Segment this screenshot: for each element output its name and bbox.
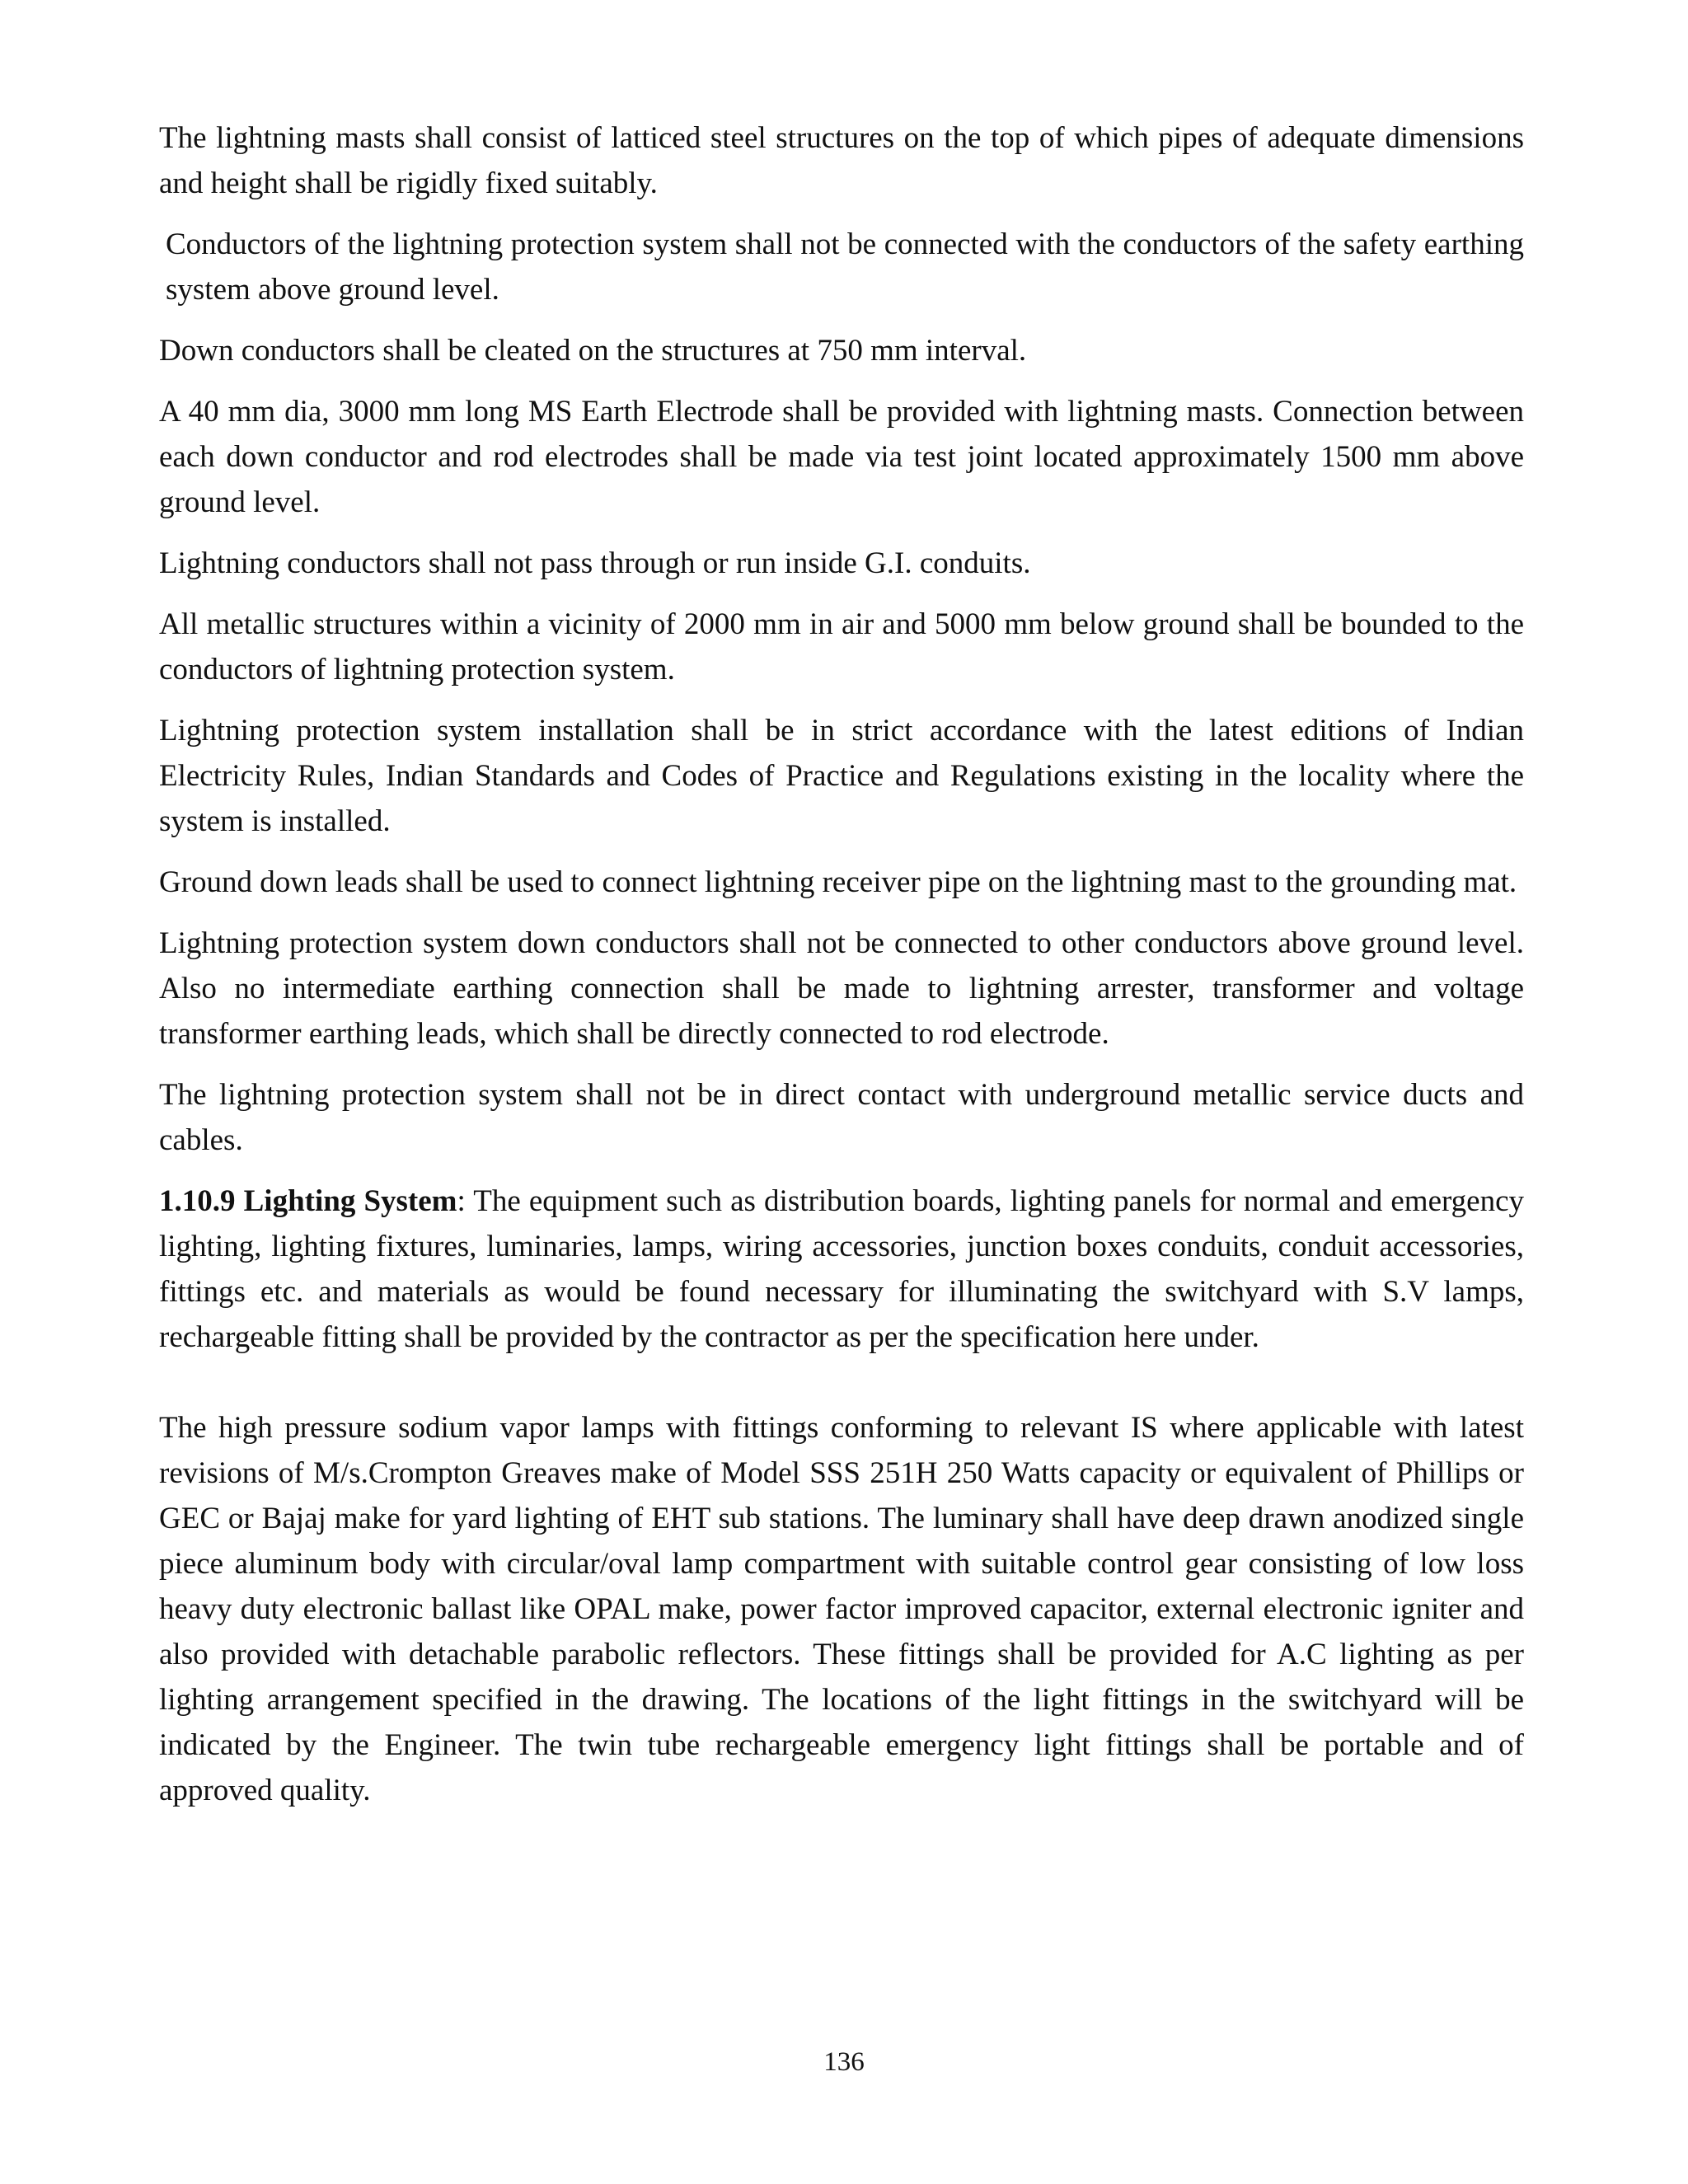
paragraph-conductors-separation: Conductors of the lightning protection system shall not be connected with the conductors of the safety earthing system above ground level.	[166, 227, 1524, 307]
paragraph-down-conductor-connections: Lightning protection system down conductors shall not be connected to other conductors above ground level. Also no intermediate earthing connection shall be made to lightning arrester, transformer and voltage transformer earthing leads, which shall be directly connected to rod electrode.	[159, 926, 1524, 1051]
paragraph-down-conductors-cleated: Down conductors shall be cleated on the structures at 750 mm interval.	[159, 334, 1027, 368]
section-heading-lighting-system: 1.10.9 Lighting System	[159, 1184, 457, 1218]
section-body-lighting-system: The equipment such as distribution boards, lighting panels for normal and emergency lighting, lighting fixtures, luminaries, lamps, wiring accessories, junction boxes conduits, conduit accessories, fittings etc. and materials as would be found necessary for illuminating the switchyard with S.V lamps, rechargeable fitting shall be provided by the contractor as per the specification here under.	[159, 1184, 1525, 1354]
paragraph-no-direct-contact: The lightning protection system shall not be in direct contact with underground metallic service ducts and cables.	[159, 1078, 1524, 1157]
paragraph-gi-conduits: Lightning conductors shall not pass through or run inside G.I. conduits.	[159, 546, 1031, 580]
page-number: 136	[823, 2047, 865, 2077]
paragraph-lighting-system	[159, 1179, 1524, 1360]
paragraph-ground-down-leads: Ground down leads shall be used to connect lightning receiver pipe on the lightning mast to the grounding mat.	[159, 865, 1517, 899]
paragraph-installation-accordance: Lightning protection system installation shall be in strict accordance with the latest editions of Indian Electricity Rules, Indian Standards and Codes of Practice and Regulations existing in the locality where the system is installed.	[159, 714, 1524, 838]
page-body	[159, 115, 1524, 1829]
section-heading-separator: :	[457, 1184, 466, 1218]
paragraph-lightning-masts: The lightning masts shall consist of latticed steel structures on the top of which pipes of adequate dimensions and height shall be rigidly fixed suitably.	[159, 121, 1524, 200]
paragraph-earth-electrode: A 40 mm dia, 3000 mm long MS Earth Electrode shall be provided with lightning masts. Connection between each down conductor and rod electrodes shall be made via test joint located approximately 1500 mm above ground level.	[159, 395, 1524, 519]
paragraph-metallic-structures: All metallic structures within a vicinity of 2000 mm in air and 5000 mm below ground shall be bounded to the conductors of lightning protection system.	[159, 607, 1524, 687]
paragraph-sodium-vapor-lamps: The high pressure sodium vapor lamps with fittings conforming to relevant IS where applicable with latest revisions of M/s.Crompton Greaves make of Model SSS 251H 250 Watts capacity or equivalent of Phillips or GEC or Bajaj make for yard lighting of EHT sub stations. The luminary shall have deep drawn anodized single piece aluminum body with circular/oval lamp compartment with suitable control gear consisting of low loss heavy duty electronic ballast like OPAL make, power factor improved capacitor, external electronic igniter and also provided with detachable parabolic reflectors. These fittings shall be provided for A.C lighting as per lighting arrangement specified in the drawing. The locations of the light fittings in the switchyard will be indicated by the Engineer. The twin tube rechargeable emergency light fittings shall be portable and of approved quality.	[159, 1411, 1524, 1807]
